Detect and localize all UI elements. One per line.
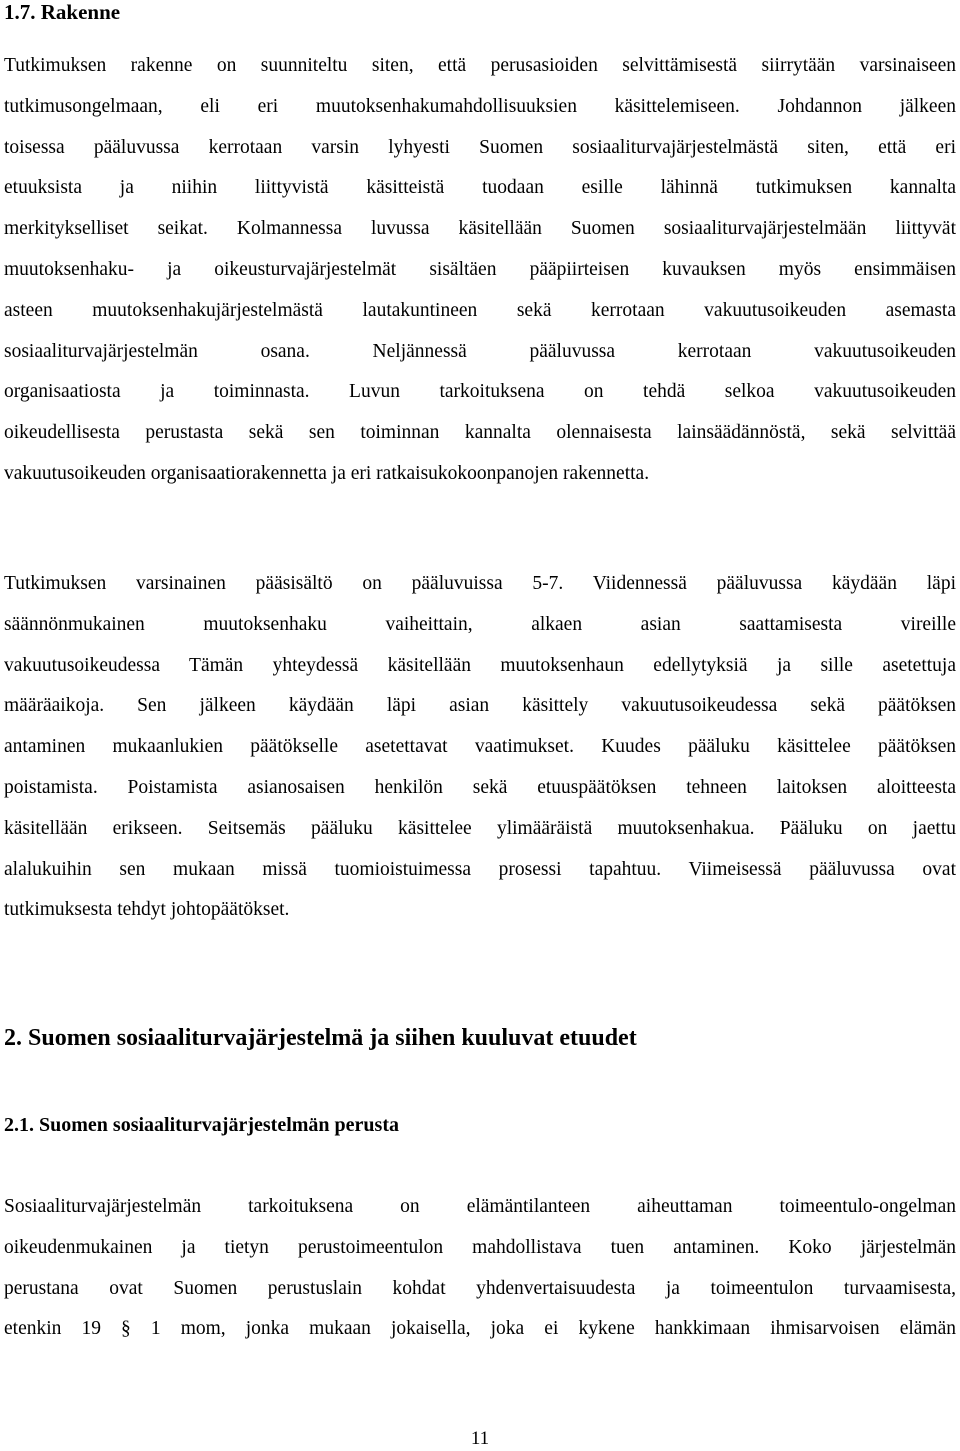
text-line: käsitellään erikseen. Seitsemäs pääluku käsittelee ylimääräistä muutoksenhakua. Pääluku on jaettu bbox=[4, 817, 956, 839]
text-line: alalukuihin sen mukaan missä tuomioistuimessa prosessi tapahtuu. Viimeisessä pääluvussa ovat bbox=[4, 858, 956, 880]
text-line: oikeudenmukainen ja tietyn perustoimeentulon mahdollistava tuen antaminen. Koko järjestelmän bbox=[4, 1236, 956, 1258]
paragraph-main-content bbox=[4, 564, 956, 931]
subsection-heading: 2.1. Suomen sosiaaliturvajärjestelmän perusta bbox=[4, 1114, 399, 1136]
text-line: antaminen mukaanlukien päätökselle asetettavat vaatimukset. Kuudes pääluku käsittelee päätöksen bbox=[4, 736, 956, 758]
text-line: merkitykselliset seikat. Kolmannessa luvussa käsitellään Suomen sosiaaliturvajärjestelmään liittyvät bbox=[4, 218, 956, 240]
text-line: asteen muutoksenhakujärjestelmästä lautakuntineen sekä kerrotaan vakuutusoikeuden asemasta bbox=[4, 299, 956, 321]
paragraph-foundation bbox=[4, 1187, 956, 1350]
text-line: toisessa pääluvussa kerrotaan varsin lyhyesti Suomen sosiaaliturvajärjestelmästä siten, että eri bbox=[4, 136, 956, 158]
text-line: etenkin 19 § 1 mom, jonka mukaan jokaisella, joka ei kykene hankkimaan ihmisarvoisen elämän bbox=[4, 1318, 956, 1340]
text-line: Tutkimuksen rakenne on suunniteltu siten, että perusasioiden selvittämisestä siirrytään varsinaiseen bbox=[4, 55, 956, 76]
text-line: Tutkimuksen varsinainen pääsisältö on pääluvuissa 5-7. Viidennessä pääluvussa käydään läpi bbox=[4, 573, 956, 594]
text-line: etuuksista ja niihin liittyvistä käsitteistä tuodaan esille lähinnä tutkimuksen kannalta bbox=[4, 177, 956, 199]
text-line: organisaatiosta ja toiminnasta. Luvun tarkoituksena on tehdä selkoa vakuutusoikeuden bbox=[4, 381, 956, 403]
text-line: tutkimusongelmaan, eli eri muutoksenhakumahdollisuuksien käsittelemiseen. Johdannon jälkeen bbox=[4, 95, 956, 117]
paragraph-structure-overview bbox=[4, 46, 956, 495]
text-line: vakuutusoikeudessa Tämän yhteydessä käsitellään muutoksenhaun edellytyksiä ja sille asetettuja bbox=[4, 654, 956, 676]
page-number: 11 bbox=[470, 1428, 490, 1449]
text-line: oikeudellisesta perustasta sekä sen toiminnan kannalta olennaisesta lainsäädännöstä, sekä selvittää bbox=[4, 422, 956, 444]
text-line: muutoksenhaku- ja oikeusturvajärjestelmät sisältäen pääpiirteisen kuvauksen myös ensimmäisen bbox=[4, 258, 956, 280]
section-heading-rakenne: 1.7. Rakenne bbox=[4, 0, 121, 24]
chapter-heading: 2. Suomen sosiaaliturvajärjestelmä ja siihen kuuluvat etuudet bbox=[4, 1025, 637, 1051]
text-line: poistamista. Poistamista asianosaisen henkilön sekä etuuspäätöksen tehneen laitoksen aloitteesta bbox=[4, 776, 956, 798]
text-line: säännönmukainen muutoksenhaku vaiheittain, alkaen asian saattamisesta vireille bbox=[4, 613, 956, 635]
text-line: määräaikoja. Sen jälkeen käydään läpi asian käsittely vakuutusoikeudessa sekä päätöksen bbox=[4, 695, 956, 717]
text-line: sosiaaliturvajärjestelmän osana. Neljännessä pääluvussa kerrotaan vakuutusoikeuden bbox=[4, 340, 956, 362]
text-line: vakuutusoikeuden organisaatiorakennetta ja eri ratkaisukokoonpanojen rakennetta. bbox=[4, 462, 650, 484]
text-line: tutkimuksesta tehdyt johtopäätökset. bbox=[4, 899, 290, 921]
text-line: Sosiaaliturvajärjestelmän tarkoituksena on elämäntilanteen aiheuttaman toimeentulo-ongelman bbox=[4, 1196, 956, 1217]
text-line: perustana ovat Suomen perustuslain kohdat yhdenvertaisuudesta ja toimeentulon turvaamisesta, bbox=[4, 1277, 956, 1299]
